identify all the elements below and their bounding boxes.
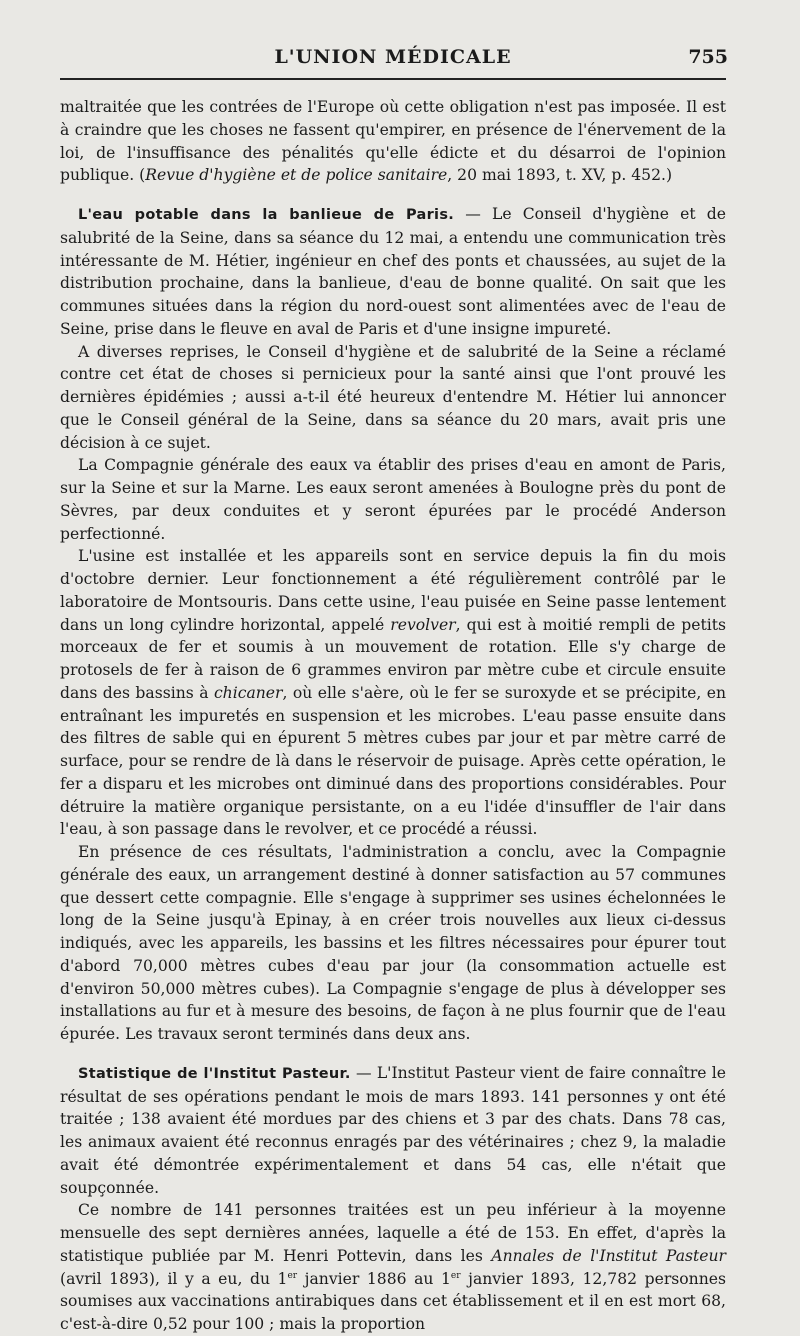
paragraph-text: , qui est à moitié rempli de petits morceaux de fer et soumis à un mouvement de rotation. Elle s'y charge de protosels de fer à raison de 6 grammes environ par mètre cube et circule ensuite dans des bassins à: [60, 615, 726, 702]
superscript: er: [287, 1270, 298, 1281]
header-rule: [60, 78, 726, 80]
journal-title: Annales de l'Institut Pasteur: [491, 1246, 726, 1265]
paragraph-text: — L'Institut Pasteur vient de faire connaître le résultat de ses opérations pendant le mois de mars 1893. 141 personnes y ont été traitée ; 138 avaient été mordues par des chiens et 3 par des chats. Dans 78 cas, les animaux avaient été reconnus enragés par des vétérinaires ; chez 9, la maladie avait été démontrée expérimentalement et dans 54 cas, elle n'était que soupçonnée.: [60, 1063, 726, 1197]
paragraph-text: Ce nombre de 141 personnes traitées est un peu inférieur à la moyenne mensuelle des sept dernières années, laquelle a été de 153. En effet, d'après la statistique publiée par M. Henri Pottevin, dans les: [60, 1201, 726, 1265]
citation-details: , 20 mai 1893, t. XV, p. 452.): [447, 166, 673, 185]
paragraph-text: maltraitée que les contrées de l'Europe où cette obligation n'est pas imposée. Il est à craindre que les choses ne fassent qu'empirer, en présence de l'énervement de la loi, de l'insuffisance des pénalités qu'elle édicte et du désarroi de l'opinion publique.: [60, 98, 726, 185]
page-number: 755: [688, 46, 728, 68]
running-title: L'UNION MÉDICALE: [274, 46, 512, 68]
paragraph-text: L'usine est installée et les appareils sont en service depuis la fin du mois d'octobre dernier. Leur fonctionnement a été régulièrement contrôlé par le laboratoire de Montsouris. Dans cette usine, l'eau puisée en Seine passe lentement dans un long cylindre horizontal, appelé: [60, 547, 726, 634]
paragraph-text: janvier 1886 au 1: [297, 1269, 451, 1288]
paragraph: La Compagnie générale des eaux va établir des prises d'eau en amont de Paris, sur la Seine et sur la Marne. Les eaux seront amenées à Boulogne près du pont de Sèvres, par deux conduites et y seront épurées par le procédé Anderson perfectionné.: [60, 456, 726, 543]
superscript: er: [450, 1270, 461, 1281]
italic-term: revolver: [390, 615, 456, 634]
paragraph: A diverses reprises, le Conseil d'hygiène et de salubrité de la Seine a réclamé contre cet état de choses si pernicieux pour la santé ainsi que l'ont prouvé les dernières épidémies ; aussi a-t-il été heureux d'entendre M. Hétier lui annoncer que le Conseil général de la Seine, dans sa séance du 20 mars, avait pris une décision à ce sujet.: [60, 342, 726, 452]
paragraph-text: — Le Conseil d'hygiène et de salubrité de la Seine, dans sa séance du 12 mai, a entendu une communication très intéressante de M. Hétier, ingénieur en chef des ponts et chaussées, au sujet de la distribution prochaine, dans la banlieue, d'eau de bonne qualité. On sait que les communes situées dans la région du nord-ouest sont alimentées avec de l'eau de Seine, prise dans le fleuve en aval de Paris et d'une insigne impureté.: [60, 205, 726, 338]
article-body: [60, 96, 726, 1336]
paragraph-statistics: [60, 1199, 726, 1336]
citation-journal: Revue d'hygiène et de police sanitaire: [145, 166, 448, 185]
italic-term: chicaner: [213, 683, 283, 702]
section-statistique: [60, 1062, 726, 1200]
paragraph-text: janvier 1893, 12,782 personnes soumises aux vaccinations antirabiques dans cet établissement et il en est mort 68, c'est-à-dire 0,52 pour 100 ; mais la proportion: [60, 1269, 726, 1333]
paragraph-text: , où elle s'aère, où le fer se suroxyde et se précipite, en entraînant les impuretés en suspension et les microbes. L'eau passe ensuite dans des filtres de sable qui en épurent 5 mètres cubes par jour et par mètre carré de surface, pour se rendre de là dans le réservoir de puisage. Après cette opération, le fer a disparu et les microbes ont diminué dans des proportions considérables. Pour détruire la matière organique persistante, on a eu l'idée d'insuffler de l'air dans l'eau, à son passage dans le revolver, et ce procédé a réussi.: [60, 683, 726, 839]
paragraph: En présence de ces résultats, l'administration a conclu, avec la Compagnie générale des eaux, un arrangement destiné à donner satisfaction au 57 communes que dessert cette compagnie. Elle s'engage à supprimer ses usines échelonnées le long de la Seine jusqu'à Epinay, à en créer trois nouvelles aux lieux ci-dessus indiqués, avec les appareils, les bassins et les filtres nécessaires pour épurer tout d'abord 70,000 mètres cubes d'eau par jour (la consommation actuelle est d'environ 50,000 mètres cubes). La Compagnie s'engage de plus à développer ses installations au fur et à mesure des besoins, de façon à ne plus fournir que de l'eau épurée. Les travaux seront terminés dans deux ans.: [60, 843, 726, 1043]
paragraph-continuation: [60, 96, 726, 187]
citation-open: (: [139, 166, 146, 185]
section-heading: L'eau potable dans la banlieue de Paris.: [78, 207, 455, 223]
paragraph-usine: [60, 545, 726, 841]
section-eau-potable: [60, 203, 726, 341]
paragraph-text: (avril 1893), il y a eu, du 1: [60, 1269, 288, 1288]
section-heading: Statistique de l'Institut Pasteur.: [78, 1065, 351, 1082]
page-header: [60, 44, 726, 74]
